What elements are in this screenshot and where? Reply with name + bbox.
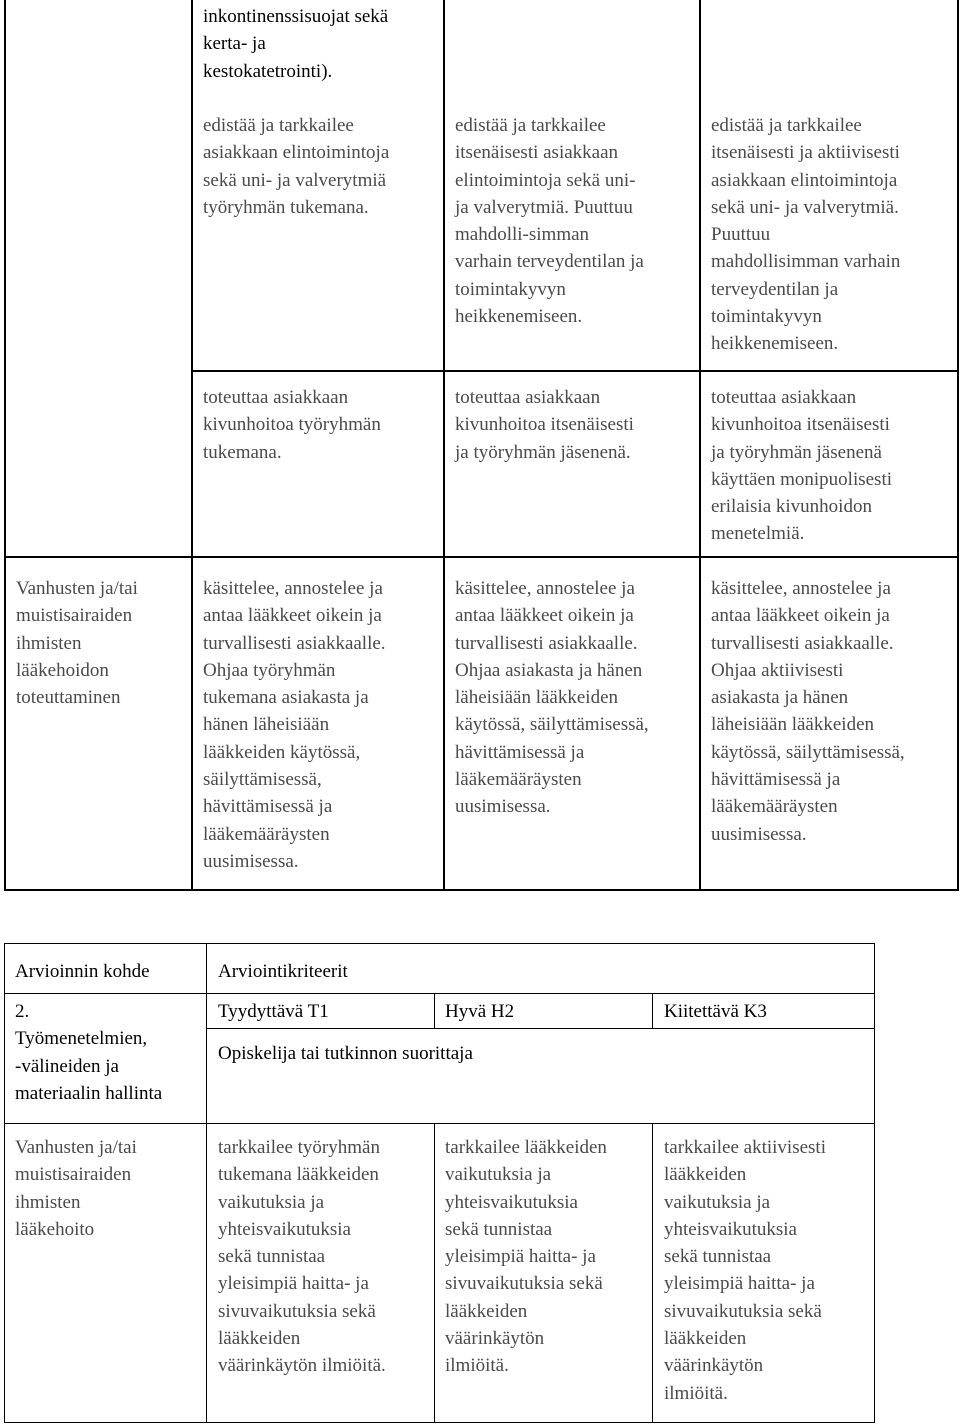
table2-border-right	[874, 943, 875, 1423]
table1-elimination-h2: edistää ja tarkkailee itsenäisesti asiakkaan elintoimintoja sekä uni- ja valverytmiä. Puuttuu mahdolli-simman varhain terveydentilan ja toimintakyvyn heikkenemiseen.	[455, 115, 644, 328]
table1-border-left	[4, 0, 6, 891]
table1-elimination-k3: edistää ja tarkkailee itsenäisesti ja aktiivisesti asiakkaan elintoimintoja sekä uni- ja valverytmiä. Puuttuu mahdollisimman varhain terveydentilan ja toimintakyvyn heikkenemiseen.	[711, 115, 901, 355]
table2-header-subject: Arvioinnin kohde	[15, 961, 150, 982]
table2-border-grade2-body	[434, 1123, 435, 1423]
table2-header-criteria: Arviointikriteerit	[218, 961, 348, 982]
table2-border-grade3-top	[652, 993, 653, 1028]
table2-border-grade2-top	[434, 993, 435, 1028]
table1-medication-label: Vanhusten ja/tai muistisairaiden ihmisten lääkehoidon toteuttaminen	[16, 578, 138, 709]
table2-divider-grades	[206, 1028, 875, 1029]
table1-border-col3	[699, 0, 701, 891]
table1-continuation-col1: inkontinenssisuojat sekä kerta- ja kestokatetrointi).	[203, 6, 389, 82]
table1-border-col1	[191, 0, 193, 891]
table1-border-col2	[443, 0, 445, 891]
table2-divider-row	[4, 1123, 875, 1124]
table2-border-col1	[206, 943, 207, 1423]
table2-border-top	[4, 943, 875, 944]
table2-medication-k3: tarkkailee aktiivisesti lääkkeiden vaikutuksia ja yhteisvaikutuksia sekä tunnistaa yleisimpiä haitta- ja sivuvaikutuksia sekä lääkkeiden väärinkäytön ilmiöitä.	[664, 1137, 826, 1404]
table1-medication-h2: käsittelee, annostelee ja antaa lääkkeet oikein ja turvallisesti asiakkaalle. Ohjaa asiakasta ja hänen läheisiään lääkkeiden käytössä, säilyttämisessä, hävittämisessä ja lääkemääräysten uusimisessa.	[455, 578, 649, 818]
table2-medication-label: Vanhusten ja/tai muistisairaiden ihmisten lääkehoito	[15, 1137, 137, 1240]
table2-grade-k3: Kiitettävä K3	[664, 1001, 767, 1022]
table2-divider-header	[4, 993, 875, 994]
table2-medication-t1: tarkkailee työryhmän tukemana lääkkeiden vaikutuksia ja yhteisvaikutuksia sekä tunnistaa yleisimpiä haitta- ja sivuvaikutuksia sekä lääkkeiden väärinkäytön ilmiöitä.	[218, 1137, 386, 1377]
table2-section-label: 2. Työmenetelmien, -välineiden ja materiaalin hallinta	[15, 1001, 163, 1104]
table2-medication-h2: tarkkailee lääkkeiden vaikutuksia ja yhteisvaikutuksia sekä tunnistaa yleisimpiä haitta- ja sivuvaikutuksia sekä lääkkeiden väärinkäytön ilmiöitä.	[445, 1137, 607, 1377]
table1-border-bottom	[4, 889, 959, 891]
table1-border-right	[957, 0, 959, 891]
table1-divider-pain	[191, 370, 959, 372]
table2-border-left	[4, 943, 5, 1423]
table1-divider-medication	[4, 556, 959, 558]
table1-elimination-t1: edistää ja tarkkailee asiakkaan elintoimintoja sekä uni- ja valverytmiä työryhmän tukemana.	[203, 115, 390, 218]
table2-grade-h2: Hyvä H2	[445, 1001, 515, 1022]
table2-grade-t1: Tyydyttävä T1	[218, 1001, 329, 1022]
table1-medication-t1: käsittelee, annostelee ja antaa lääkkeet oikein ja turvallisesti asiakkaalle. Ohjaa työryhmän tukemana asiakasta ja hänen läheisiään lääkkeiden käytössä, säilyttämisessä, hävittämisessä ja lääkemääräysten uusimisessa.	[203, 578, 386, 872]
table1-pain-t1: toteuttaa asiakkaan kivunhoitoa työryhmän tukemana.	[203, 387, 381, 463]
table2-border-grade3-body	[652, 1123, 653, 1423]
table1-pain-k3: toteuttaa asiakkaan kivunhoitoa itsenäisesti ja työryhmän jäsenenä käyttäen monipuolisesti erilaisia kivunhoidon menetelmiä.	[711, 387, 893, 545]
table2-border-bottom	[4, 1422, 875, 1423]
table2-section-subtitle: Opiskelija tai tutkinnon suorittaja	[218, 1043, 473, 1064]
table1-medication-k3: käsittelee, annostelee ja antaa lääkkeet oikein ja turvallisesti asiakkaalle. Ohjaa aktiivisesti asiakasta ja hänen läheisiään lääkkeiden käytössä, säilyttämisessä, hävittämisessä ja lääkemääräysten uusimisessa.	[711, 578, 905, 845]
table1-pain-h2: toteuttaa asiakkaan kivunhoitoa itsenäisesti ja työryhmän jäsenenä.	[455, 387, 634, 463]
